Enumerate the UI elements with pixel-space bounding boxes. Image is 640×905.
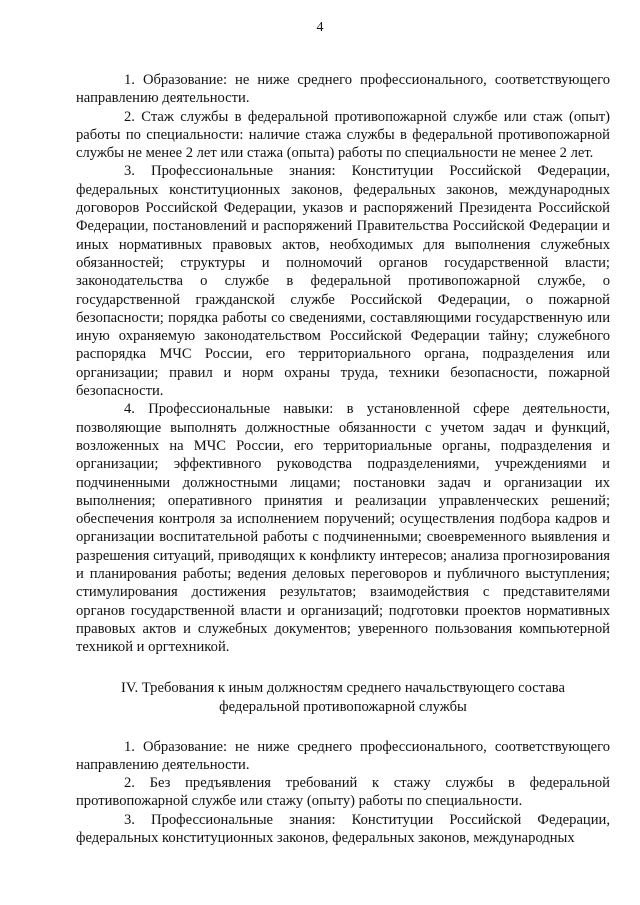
- page-number: 4: [316, 20, 324, 35]
- section4-requirement-experience: 2. Без предъявления требований к стажу службы в федеральной противопожарной службе или стажу (опыту) работы по специальности.: [76, 775, 610, 810]
- requirement-education: 1. Образование: не ниже среднего профессионального, соответствующего направлению деятельности.: [76, 72, 610, 107]
- section-heading-line-2: федеральной противопожарной службы: [219, 698, 467, 715]
- section-heading: [76, 679, 610, 717]
- requirement-skills: 4. Профессиональные навыки: в установленной сфере деятельности, позволяющие выполнять должностные обязанности с учетом задач и функций, возложенных на МЧС России, его территориальные органы, подразделения и организации; эффективного руководства подразделениями, учреждениями и подчиненными должностными лицами; постановки задач и организации их выполнения; оперативного принятия и реализации управленческих решений; обеспечения контроля за исполнением поручений; осуществления подбора кадров и организации воспитательной работы с подчиненными; своевременного выявления и разрешения ситуаций, приводящих к конфликту интересов; анализа прогнозирования и планирования работы; ведения деловых переговоров и публичного выступления; стимулирования достижения результатов; взаимодействия с представителями органов государственной власти и организаций; подготовки проектов нормативных правовых актов и служебных документов; уверенного пользования компьютерной техникой и оргтехникой.: [76, 401, 610, 656]
- requirement-experience: 2. Стаж службы в федеральной противопожарной службе или стаж (опыт) работы по специальности: наличие стажа службы в федеральной противопожарной службы не менее 2 лет или стажа (опыта) работы по специальности не менее 2 лет.: [76, 108, 610, 162]
- document-body: [76, 71, 610, 847]
- section4-requirement-education: 1. Образование: не ниже среднего профессионального, соответствующего направлению деятельности.: [76, 738, 610, 773]
- section-heading-line-1: IV. Требования к иным должностям среднего начальствующего состава: [121, 679, 565, 696]
- requirement-knowledge: 3. Профессиональные знания: Конституции Российской Федерации, федеральных конституционных законов, федеральных законов, международных договоров Российской Федерации, указов и распоряжений Президента Российской Федерации, постановлений и распоряжений Правительства Российской Федерации и иных нормативных правовых актов, необходимых для выполнения служебных обязанностей; структуры и полномочий органов государственной власти; законодательства о службе в федеральной противопожарной службе, о государственной гражданской службе Российской Федерации, о пожарной безопасности; порядка работы со сведениями, составляющими государственную или иную охраняемую законодательством Российской Федерации тайну; служебного распорядка МЧС России, его территориального органа, подразделения или организации; правил и норм охраны труда, техники безопасности, пожарной безопасности.: [76, 163, 610, 400]
- section4-requirement-knowledge: 3. Профессиональные знания: Конституции Российской Федерации, федеральных конституционных законов, федеральных законов, международных: [76, 811, 610, 846]
